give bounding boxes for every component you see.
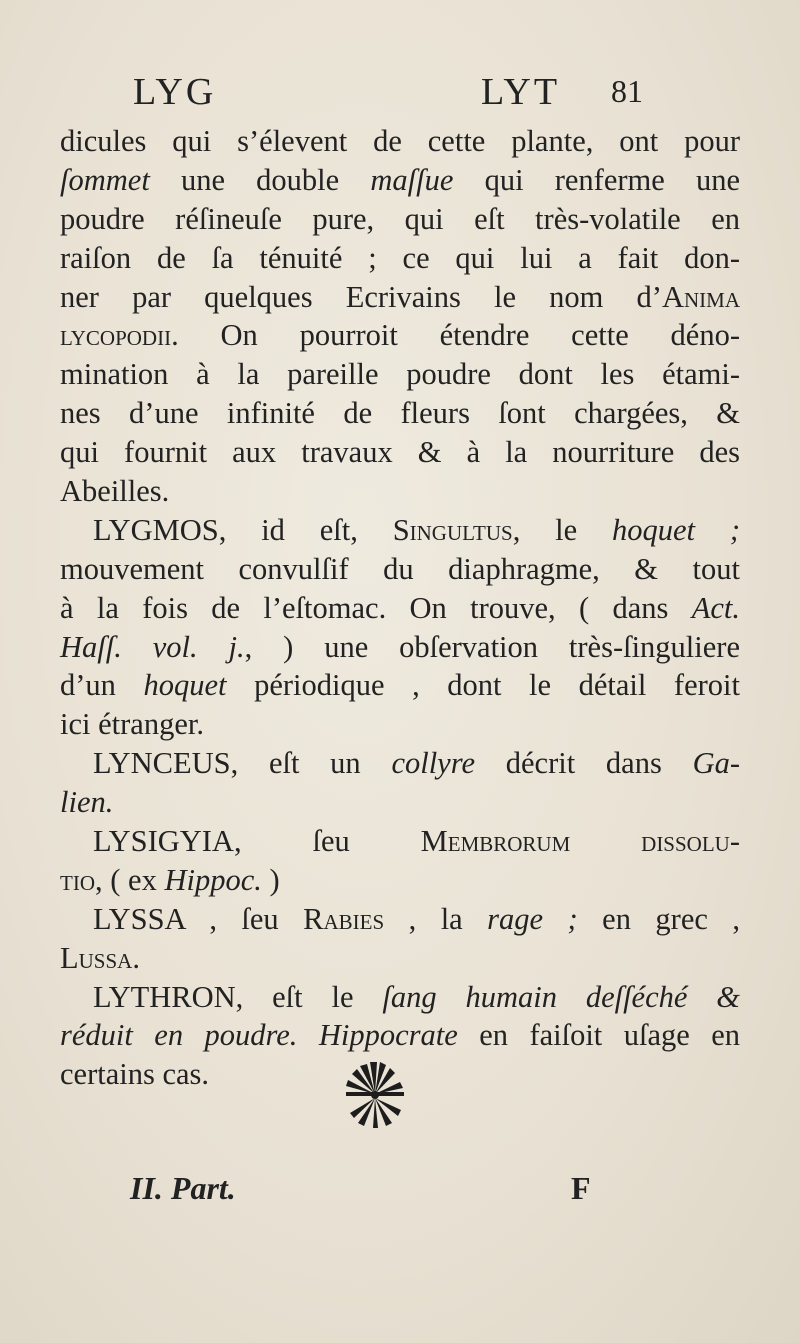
text-line: Lussa. <box>60 940 140 975</box>
text-line: ner par quelques Ecrivains le nom d’Anima <box>60 279 740 314</box>
signature-footer <box>0 1170 800 1220</box>
text-line: ici étranger. <box>60 707 204 742</box>
text-line: ſommet une double maſſue qui renferme une <box>60 162 740 197</box>
signature-letter: F <box>571 1170 591 1206</box>
printer-fleuron-icon <box>340 1060 410 1130</box>
text-line: lien. <box>60 785 114 820</box>
text-line: d’un hoquet périodique , dont le détail feroit <box>60 668 740 703</box>
text-line: Haſſ. vol. j., ) une obſervation très-ſinguliere <box>60 629 740 664</box>
entry-lynceus: LYNCEUS, eſt un collyre décrit dans Ga- <box>93 746 740 781</box>
header-right-word: LYT <box>481 71 561 113</box>
running-header <box>0 70 800 120</box>
text-line: mouvement convulſif du diaphragme, & tout <box>60 551 740 586</box>
entry-lythron: LYTHRON, eſt le ſang humain deſſéché & <box>93 979 741 1014</box>
text-line: à la fois de l’eſtomac. On trouve, ( dans Act. <box>60 590 740 625</box>
body-text <box>60 122 740 1094</box>
text-line: dicules qui s’élevent de cette plante, ont pour <box>60 124 740 158</box>
text-line: nes d’une infinité de fleurs ſont chargées, & <box>60 396 740 431</box>
entry-lygmos: LYGMOS, id eſt, Singultus, le hoquet ; <box>93 512 741 547</box>
text-line: mination à la pareille poudre dont les étami- <box>60 357 740 392</box>
part-mark: II. Part. <box>130 1170 236 1206</box>
text-line: certains cas. <box>60 1057 210 1092</box>
text-line: lycopodii. On pourroit étendre cette déno- <box>60 318 740 353</box>
entry-lysigyia: LYSIGYIA, ſeu Membrorum dissolu- <box>93 824 740 859</box>
text-line: Abeilles. <box>60 474 170 509</box>
text-line: tio, ( ex Hippoc. ) <box>60 862 280 897</box>
text-line: poudre réſineuſe pure, qui eſt très-volatile en <box>60 201 740 236</box>
text-line: réduit en poudre. Hippocrate en faiſoit uſage en <box>60 1018 740 1053</box>
text-line: raiſon de ſa ténuité ; ce qui lui a fait don- <box>60 240 740 275</box>
entry-lyssa: LYSSA , ſeu Rabies , la rage ; en grec , <box>93 901 740 936</box>
text-line: qui fournit aux travaux & à la nourriture des <box>60 435 740 470</box>
page-number: 81 <box>611 73 643 109</box>
header-left-word: LYG <box>133 71 217 113</box>
